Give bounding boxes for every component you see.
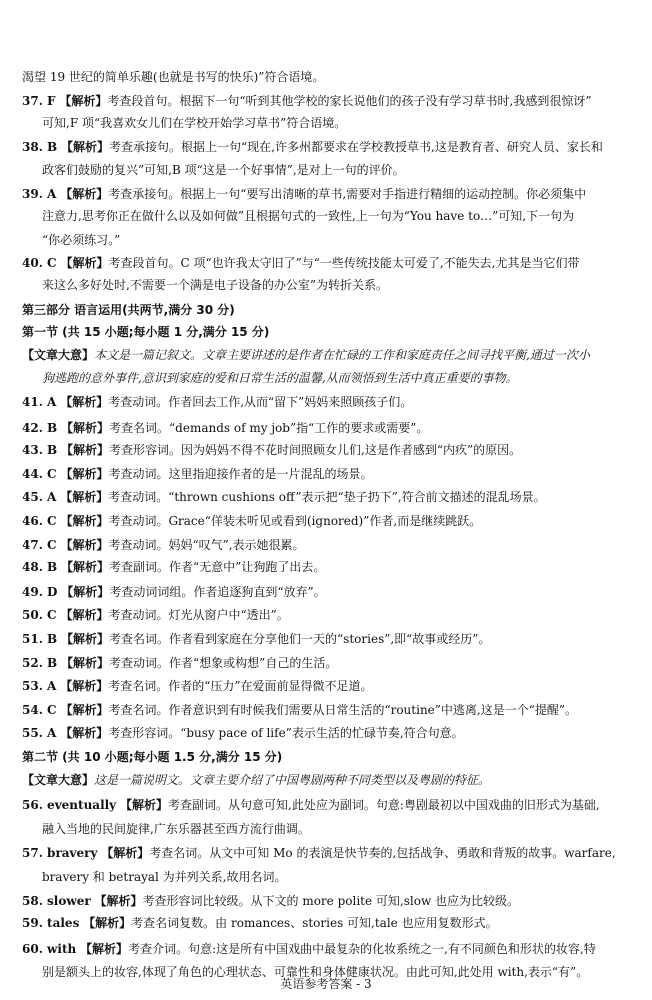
item-number: 46. C xyxy=(22,514,57,528)
text-line xyxy=(22,116,652,130)
text-line xyxy=(22,187,634,201)
analysis-label: 【解析】 xyxy=(60,256,109,270)
item-number: 51. B xyxy=(22,632,58,646)
item-number: 53. A xyxy=(22,679,57,693)
line-text: 考查名词。作者意识到有时候我们需要从日常生活的“routine”中逃离,这是一个“提醒”。 xyxy=(108,703,577,717)
text-line xyxy=(22,560,634,574)
item-number: 52. B xyxy=(22,656,58,670)
item-number: 42. B xyxy=(22,421,58,435)
line-text: 来这么多好处时,不需要一个满是电子设备的办公室”为转折关系。 xyxy=(42,278,388,292)
item-number: 54. C xyxy=(22,703,57,717)
text-line xyxy=(22,325,634,339)
text-line xyxy=(22,467,634,481)
line-text: 考查介词。句意:这是所有中国戏曲中最复杂的化妆系统之一,有不同颜色和形状的妆容,特 xyxy=(128,942,596,956)
text-line xyxy=(22,585,634,599)
line-text: 考查名词。作者看到家庭在分享他们一天的“stories”,即“故事或经历”。 xyxy=(109,632,491,646)
line-text: 考查名词。作者的“压力”在爱面前显得微不足道。 xyxy=(108,679,373,693)
text-line xyxy=(22,538,634,552)
line-text: 考查段首句。根据下一句“听到其他学校的家长说他们的孩子没有学习草书时,我感到很惊讶” xyxy=(107,94,592,108)
text-line xyxy=(22,443,634,457)
analysis-label: 【解析】 xyxy=(61,421,110,435)
text-line xyxy=(22,140,634,154)
item-number: 59. tales xyxy=(22,916,80,930)
page-footer: 英语参考答案 - 3 xyxy=(280,977,372,991)
line-text: 考查动词。作者回去工作,从而“留下”妈妈来照顾孩子们。 xyxy=(108,395,413,409)
text-line xyxy=(22,233,652,247)
analysis-label: 【解析】 xyxy=(119,798,168,812)
item-number: 60. with xyxy=(22,942,77,956)
text-line xyxy=(22,348,634,362)
item-number: 43. B xyxy=(22,443,58,457)
item-number: 49. D xyxy=(22,585,58,599)
line-text: 考查动词。“thrown cushions off”表示把“垫子扔下”,符合前文描述的混乱场景。 xyxy=(108,490,546,504)
line-text: 考查副词。作者“无意中”让狗跑了出去。 xyxy=(109,560,326,574)
text-line xyxy=(22,750,634,764)
item-number: 56. eventually xyxy=(22,798,117,812)
text-line xyxy=(22,256,634,270)
line-text: 考查动词。妈妈“叹气”,表示她很累。 xyxy=(108,538,305,552)
text-line xyxy=(22,395,634,409)
line-text: 考查承接句。根据上一句“现在,许多州都要求在学校教授草书,这是教育者、研究人员、家长和 xyxy=(109,140,603,154)
analysis-label: 【解析】 xyxy=(61,560,110,574)
text-line xyxy=(22,870,652,884)
analysis-label: 【解析】 xyxy=(61,140,110,154)
item-number: 45. A xyxy=(22,490,57,504)
text-line xyxy=(22,278,652,292)
analysis-label: 【解析】 xyxy=(61,656,110,670)
item-number: 55. A xyxy=(22,726,57,740)
analysis-label: 【解析】 xyxy=(61,443,110,457)
line-text: 考查名词。从文中可知 Mo 的表演是快节奏的,包括战争、勇敢和背叛的故事。warfare, xyxy=(149,846,616,860)
item-number: 41. A xyxy=(22,395,57,409)
analysis-label: 【解析】 xyxy=(61,585,110,599)
analysis-label: 【解析】 xyxy=(60,467,109,481)
analysis-label: 【解析】 xyxy=(83,916,132,930)
item-number: 58. slower xyxy=(22,894,91,908)
analysis-label: 【解析】 xyxy=(94,894,143,908)
line-text: 考查动词词组。作者追逐狗直到“放弃”。 xyxy=(109,585,326,599)
text-line xyxy=(22,94,634,108)
text-line xyxy=(22,514,634,528)
item-number: 37. F xyxy=(22,94,56,108)
analysis-label: 【解析】 xyxy=(60,703,109,717)
text-line xyxy=(22,773,634,787)
text-line xyxy=(22,209,652,223)
text-line xyxy=(22,679,634,693)
line-text: 本文是一篇记叙文。文章主要讲述的是作者在忙碌的工作和家庭责任之间寻找平衡,通过一次小 xyxy=(94,348,590,362)
line-text: 狗逃跑的意外事件,意识到家庭的爱和日常生活的温馨,从而领悟到生活中真正重要的事物。 xyxy=(42,371,518,385)
summary-label: 【文章大意】 xyxy=(22,773,95,787)
text-line xyxy=(22,894,634,908)
text-line xyxy=(22,942,634,956)
line-text: 考查动词。灯光从窗户中“透出”。 xyxy=(108,608,289,622)
analysis-label: 【解析】 xyxy=(60,514,109,528)
item-number: 39. A xyxy=(22,187,57,201)
analysis-label: 【解析】 xyxy=(61,632,110,646)
line-text: 政客们鼓励的复兴”可知,B 项“这是一个好事情”,是对上一句的评价。 xyxy=(42,163,405,177)
text-line xyxy=(22,726,634,740)
item-number: 44. C xyxy=(22,467,57,481)
text-line xyxy=(22,822,652,836)
item-number: 57. bravery xyxy=(22,846,98,860)
analysis-label: 【解析】 xyxy=(60,726,109,740)
line-text: “你必须练习。” xyxy=(42,233,121,247)
line-text: 考查动词。作者“想象或构想”自己的生活。 xyxy=(109,656,338,670)
line-text: 第二节 (共 10 小题;每小题 1.5 分,满分 15 分) xyxy=(22,750,283,764)
line-text: 考查形容词。“busy pace of life”表示生活的忙碌节奏,符合句意。 xyxy=(108,726,464,740)
summary-label: 【文章大意】 xyxy=(22,348,95,362)
line-text: bravery 和 betrayal 为并列关系,故用名词。 xyxy=(42,870,287,884)
line-text: 考查段首句。C 项“也许我太守旧了”与“一些传统技能太可爱了,不能失去,尤其是当它们带 xyxy=(108,256,580,270)
analysis-label: 【解析】 xyxy=(60,187,109,201)
text-line xyxy=(22,371,652,385)
line-text: 考查名词复数。由 romances、stories 可知,tale 也应用复数形式。 xyxy=(131,916,498,930)
analysis-label: 【解析】 xyxy=(80,942,129,956)
text-line xyxy=(22,632,634,646)
text-line xyxy=(22,490,634,504)
analysis-label: 【解析】 xyxy=(60,538,109,552)
text-line xyxy=(22,703,634,717)
text-line xyxy=(22,421,634,435)
analysis-label: 【解析】 xyxy=(101,846,150,860)
line-text: 考查名词。“demands of my job”指“工作的要求或需要”。 xyxy=(109,421,429,435)
analysis-label: 【解析】 xyxy=(59,94,108,108)
line-text: 这是一篇说明文。文章主要介绍了中国粤剧两种不同类型以及粤剧的特征。 xyxy=(94,773,491,787)
line-text: 第一节 (共 15 小题;每小题 1 分,满分 15 分) xyxy=(22,325,270,339)
line-text: 渴望 19 世纪的简单乐趣(也就是书写的快乐)”符合语境。 xyxy=(22,70,325,84)
item-number: 40. C xyxy=(22,256,57,270)
text-line xyxy=(22,798,634,812)
text-line xyxy=(22,846,634,860)
analysis-label: 【解析】 xyxy=(60,395,109,409)
line-text: 考查形容词。因为妈妈不得不花时间照顾女儿们,这是作者感到“内疚”的原因。 xyxy=(109,443,522,457)
line-text: 考查动词。这里指迎接作者的是一片混乱的场景。 xyxy=(108,467,373,481)
analysis-label: 【解析】 xyxy=(60,608,109,622)
text-line xyxy=(22,70,634,84)
item-number: 48. B xyxy=(22,560,58,574)
item-number: 47. C xyxy=(22,538,57,552)
text-line xyxy=(22,608,634,622)
line-text: 考查副词。从句意可知,此处应为副词。句意:粤剧最初以中国戏曲的旧形式为基础, xyxy=(168,798,600,812)
line-text: 第三部分 语言运用(共两节,满分 30 分) xyxy=(22,303,235,317)
text-line xyxy=(22,656,634,670)
text-line xyxy=(22,916,634,930)
line-text: 注意力,思考你正在做什么以及如何做”且根据句式的一致性,上一句为“You have to…”可知,下一句为 xyxy=(42,209,575,223)
line-text: 融入当地的民间旋律,广东乐器甚至西方流行曲调。 xyxy=(42,822,310,836)
text-line xyxy=(22,163,652,177)
item-number: 38. B xyxy=(22,140,58,154)
text-line xyxy=(22,303,634,317)
line-text: 考查动词。Grace“佯装未听见或看到(ignored)”作者,而是继续跳跃。 xyxy=(108,514,482,528)
line-text: 考查形容词比较级。从下文的 more polite 可知,slow 也应为比较级。 xyxy=(142,894,520,908)
analysis-label: 【解析】 xyxy=(60,490,109,504)
analysis-label: 【解析】 xyxy=(60,679,109,693)
line-text: 别是额头上的妆容,体现了角色的心理状态、可靠性和身体健康状况。由此可知,此处用 with,表示“有”。 xyxy=(42,965,589,979)
line-text: 可知,F 项“我喜欢女儿们在学校开始学习草书”符合语境。 xyxy=(42,116,347,130)
item-number: 50. C xyxy=(22,608,57,622)
line-text: 考查承接句。根据上一句“要写出清晰的草书,需要对手指进行精细的运动控制。你必须集中 xyxy=(108,187,587,201)
